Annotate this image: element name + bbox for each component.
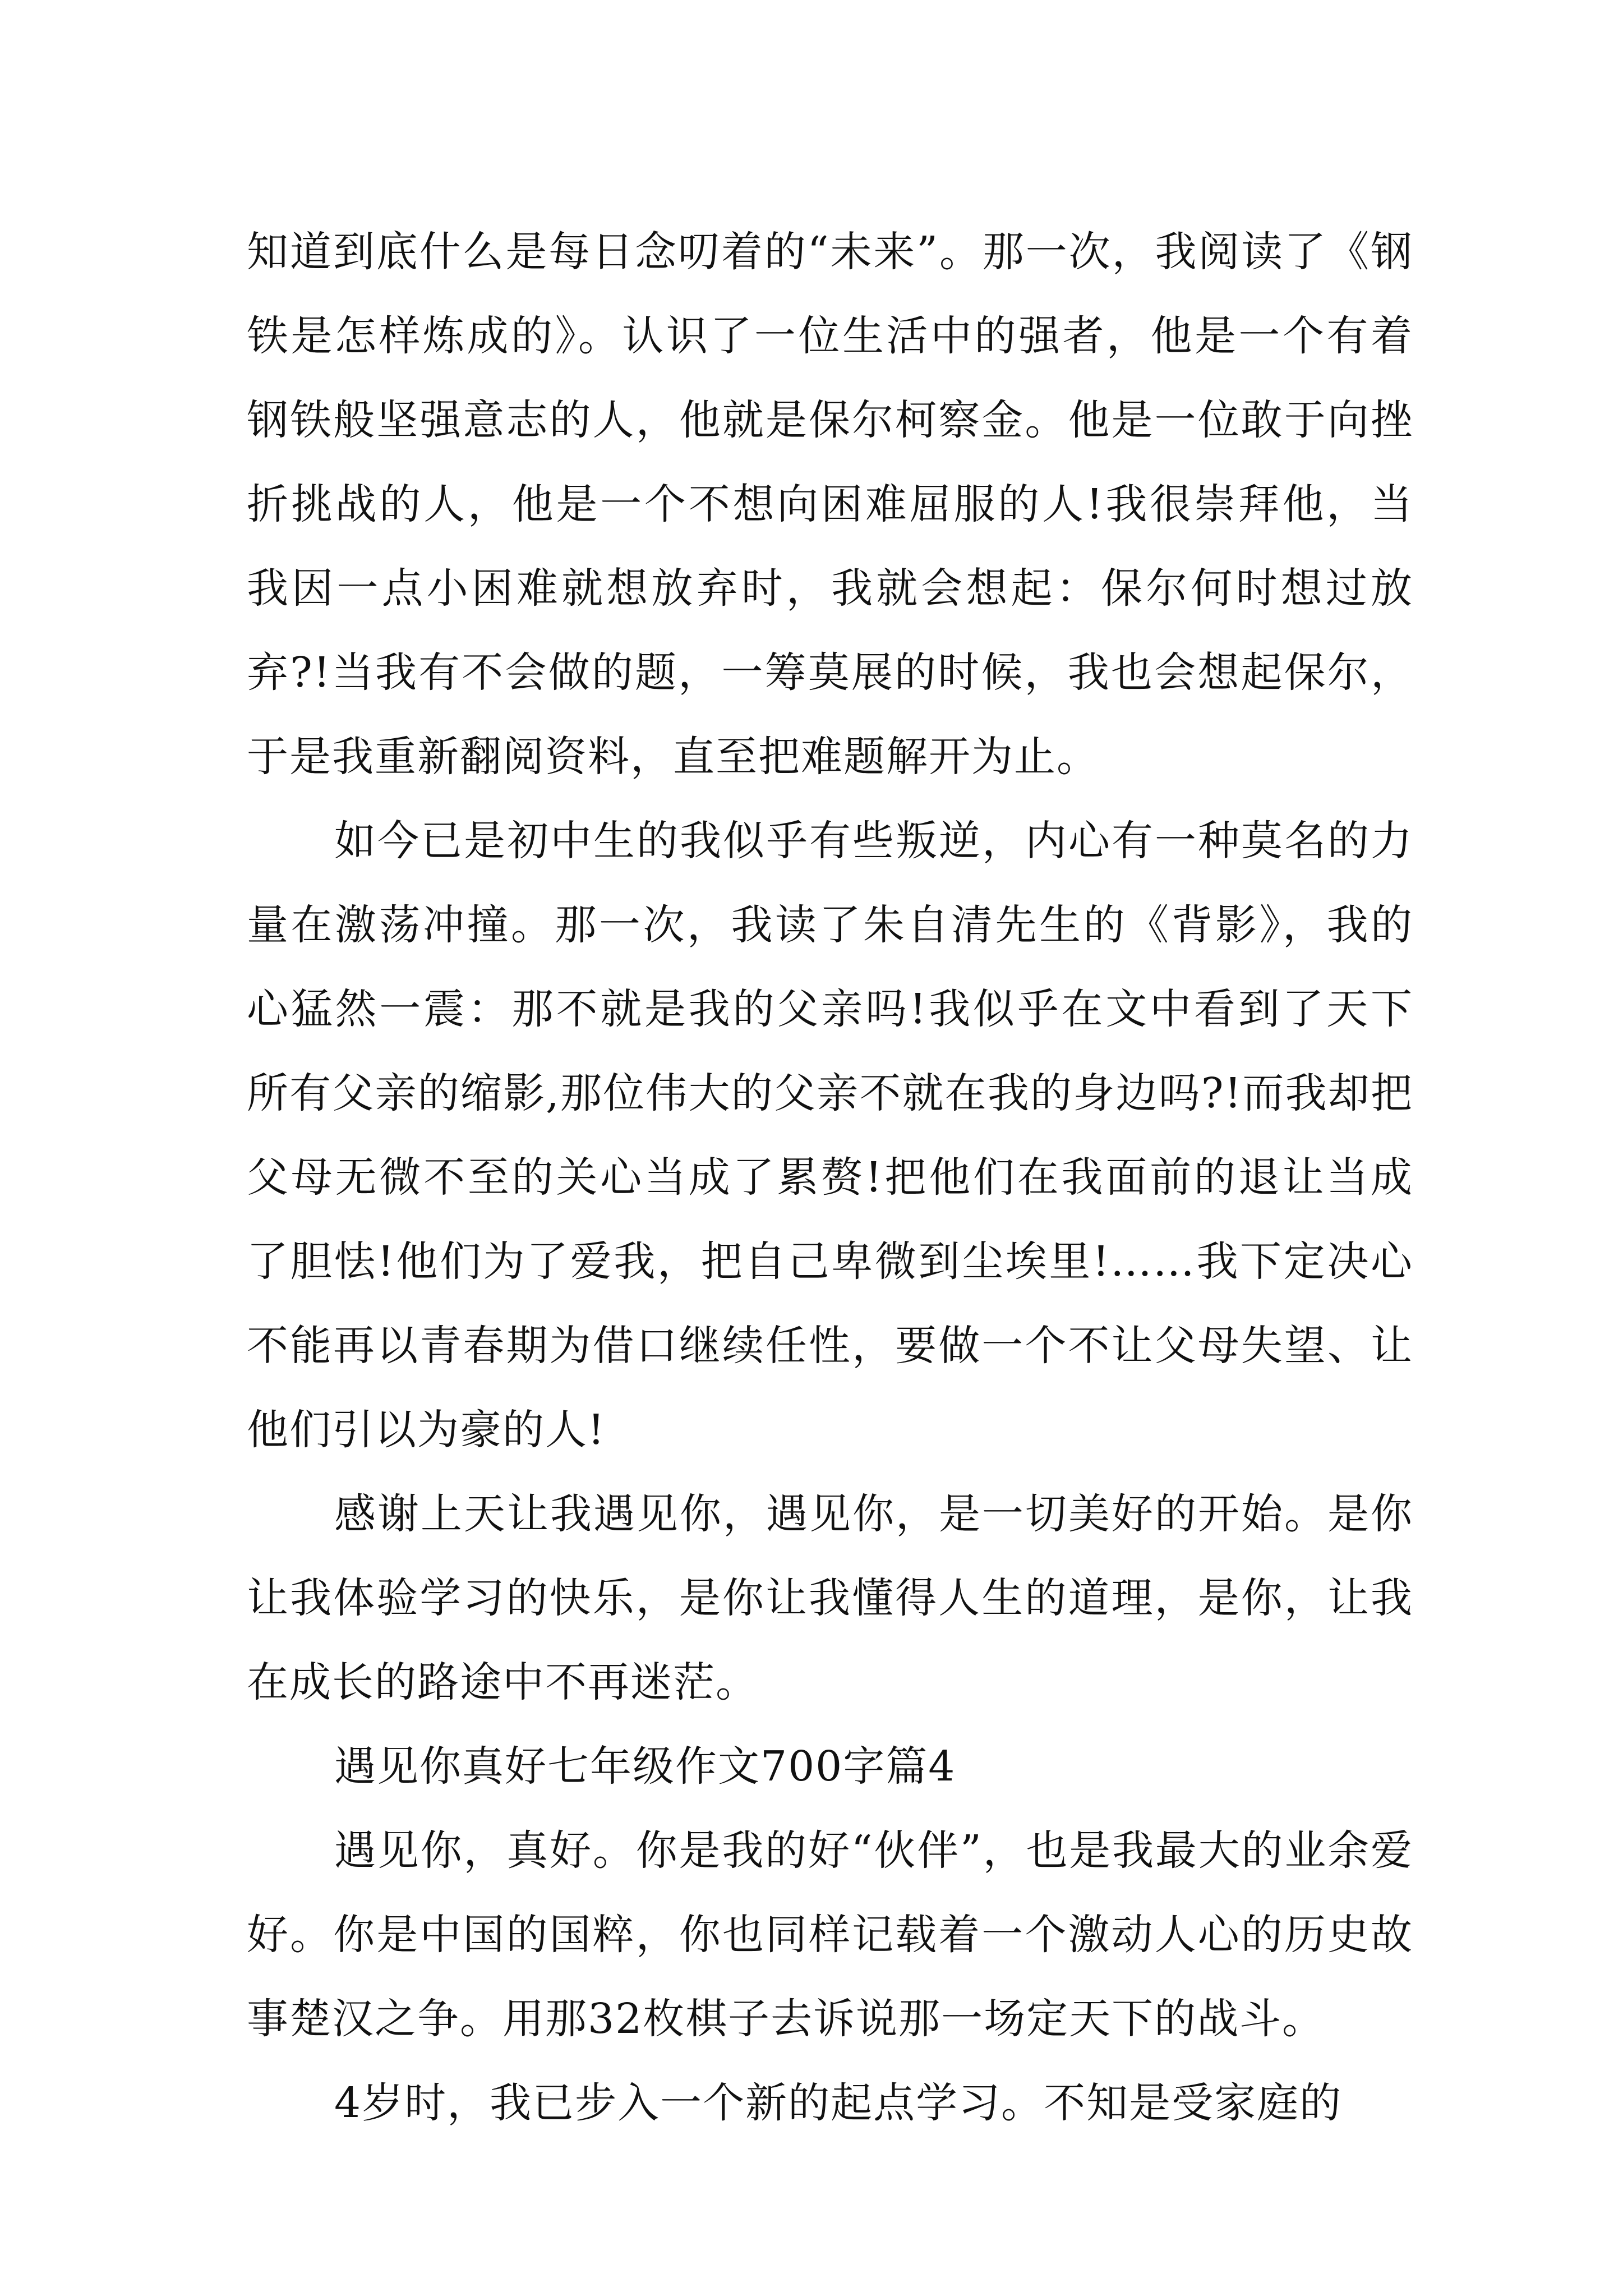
- paragraph-continuation: 知道到底什么是每日念叨着的“未来”。那一次，我阅读了《钢铁是怎样炼成的》。认识了一位生活中的强者，他是一个有着钢铁般坚强意志的人，他就是保尔柯察金。他是一位敢于向挫折挑战的人，他是一个不想向困难屈服的人!我很崇拜他，当我因一点小困难就想放弃时，我就会想起：保尔何时想过放弃?!当我有不会做的题，一筹莫展的时候，我也会想起保尔，于是我重新翻阅资料，直至把难题解开为止。: [247, 228, 1413, 781]
- document-body: [247, 210, 1413, 2145]
- paragraph-thanks: 感谢上天让我遇见你，遇见你，是一切美好的开始。是你让我体验学习的快乐，是你让我懂得人生的道理，是你，让我在成长的路途中不再迷茫。: [247, 1490, 1413, 1706]
- paragraph-chess: 遇见你，真好。你是我的好“伙伴”，也是我最大的业余爱好。你是中国的国粹，你也同样记载着一个激动人心的历史故事楚汉之争。用那32枚棋子去诉说那一场定天下的战斗。: [247, 1826, 1413, 2043]
- section-heading: 遇见你真好七年级作文700字篇4: [334, 1742, 956, 1791]
- paragraph-age-four: 4岁时，我已步入一个新的起点学习。不知是受家庭的: [334, 2079, 1343, 2127]
- paragraph-back-view: 如今已是初中生的我似乎有些叛逆，内心有一种莫名的力量在激荡冲撞。那一次，我读了朱自清先生的《背影》，我的心猛然一震：那不就是我的父亲吗!我似乎在文中看到了天下所有父亲的缩影,那位伟大的父亲不就在我的身边吗?!而我却把父母无微不至的关心当成了累赘!把他们在我面前的退让当成了胆怯!他们为了爱我，把自己卑微到尘埃里!……我下定决心不能再以青春期为借口继续任性，要做一个不让父母失望、让他们引以为豪的人!: [247, 817, 1413, 1454]
